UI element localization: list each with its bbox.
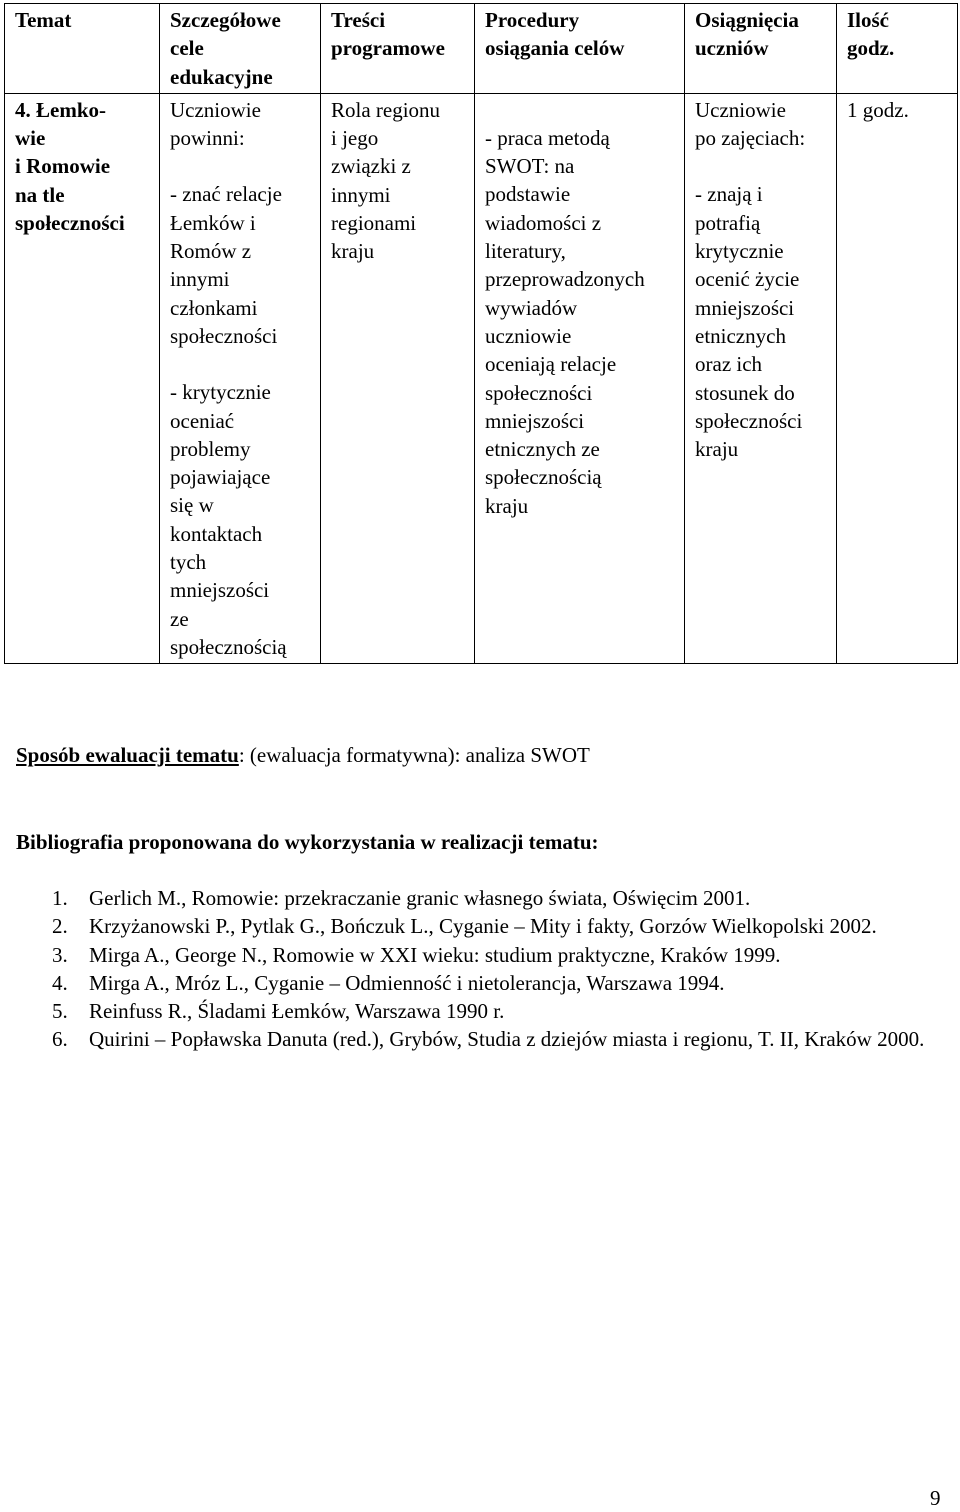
evaluation-label: Sposób ewaluacji tematu xyxy=(16,743,239,767)
cell-temat: 4. Łemko- wie i Romowie na tle społeczności xyxy=(5,93,160,663)
lesson-plan-table xyxy=(4,3,958,664)
evaluation-line xyxy=(16,741,946,769)
cell-procedury xyxy=(475,93,685,663)
cell-ilosc: 1 godz. xyxy=(837,93,958,663)
bibliography-title: Bibliografia proponowana do wykorzystania w realizacji tematu: xyxy=(16,830,599,854)
list-item: 2. Krzyżanowski P., Pytlak G., Bończuk L., Cyganie – Mity i fakty, Gorzów Wielkopolski 2002. xyxy=(52,914,877,939)
page-number: 9 xyxy=(930,1486,941,1510)
list-item: 6. Quirini – Popławska Danuta (red.), Grybów, Studia z dziejów miasta i regionu, T. II, Kraków 2000. xyxy=(52,1027,925,1052)
osiagniecia-intro: Uczniowie po zajęciach: xyxy=(695,97,806,151)
header-procedury: Procedury osiągania celów xyxy=(475,4,685,94)
cele-item-2: - krytycznie oceniać problemy pojawiające się w kontaktach tych mniejszości ze społecznością xyxy=(170,380,287,659)
evaluation-text: : (ewaluacja formatywna): analiza SWOT xyxy=(238,743,590,767)
bibliography-list xyxy=(16,884,946,1054)
cele-intro: Uczniowie powinni: xyxy=(170,97,261,151)
header-cele: Szczegółowe cele edukacyjne xyxy=(160,4,321,94)
list-item: 3. Mirga A., George N., Romowie w XXI wieku: studium praktyczne, Kraków 1999. xyxy=(52,942,781,967)
cell-osiagniecia xyxy=(685,93,837,663)
header-tresci: Treści programowe xyxy=(321,4,475,94)
procedury-text: - praca metodą SWOT: na podstawie wiadomości z literatury, przeprowadzonych wywiadów uczniowie oceniają relacje społeczności mniejszości etnicznych ze społecznością kraju xyxy=(485,125,645,518)
table-row xyxy=(5,93,958,663)
cele-item-1: - znać relacje Łemków i Romów z innymi członkami społeczności xyxy=(170,182,282,348)
list-item: 1. Gerlich M., Romowie: przekraczanie granic własnego świata, Oświęcim 2001. xyxy=(52,886,751,910)
cell-cele xyxy=(160,93,321,663)
table-header-row xyxy=(5,4,958,94)
header-ilosc: Ilość godz. xyxy=(837,4,958,94)
header-osiagniecia: Osiągnięcia uczniów xyxy=(685,4,837,94)
list-item: 5. Reinfuss R., Śladami Łemków, Warszawa 1990 r. xyxy=(52,999,505,1024)
osiagniecia-item: - znają i potrafią krytycznie ocenić życie mniejszości etnicznych oraz ich stosunek do społeczności kraju xyxy=(695,182,803,462)
cell-tresci: Rola regionu i jego związki z innymi regionami kraju xyxy=(321,93,475,663)
header-temat: Temat xyxy=(5,4,160,94)
list-item: 4. Mirga A., Mróz L., Cyganie – Odmienność i nietolerancja, Warszawa 1994. xyxy=(52,970,725,995)
